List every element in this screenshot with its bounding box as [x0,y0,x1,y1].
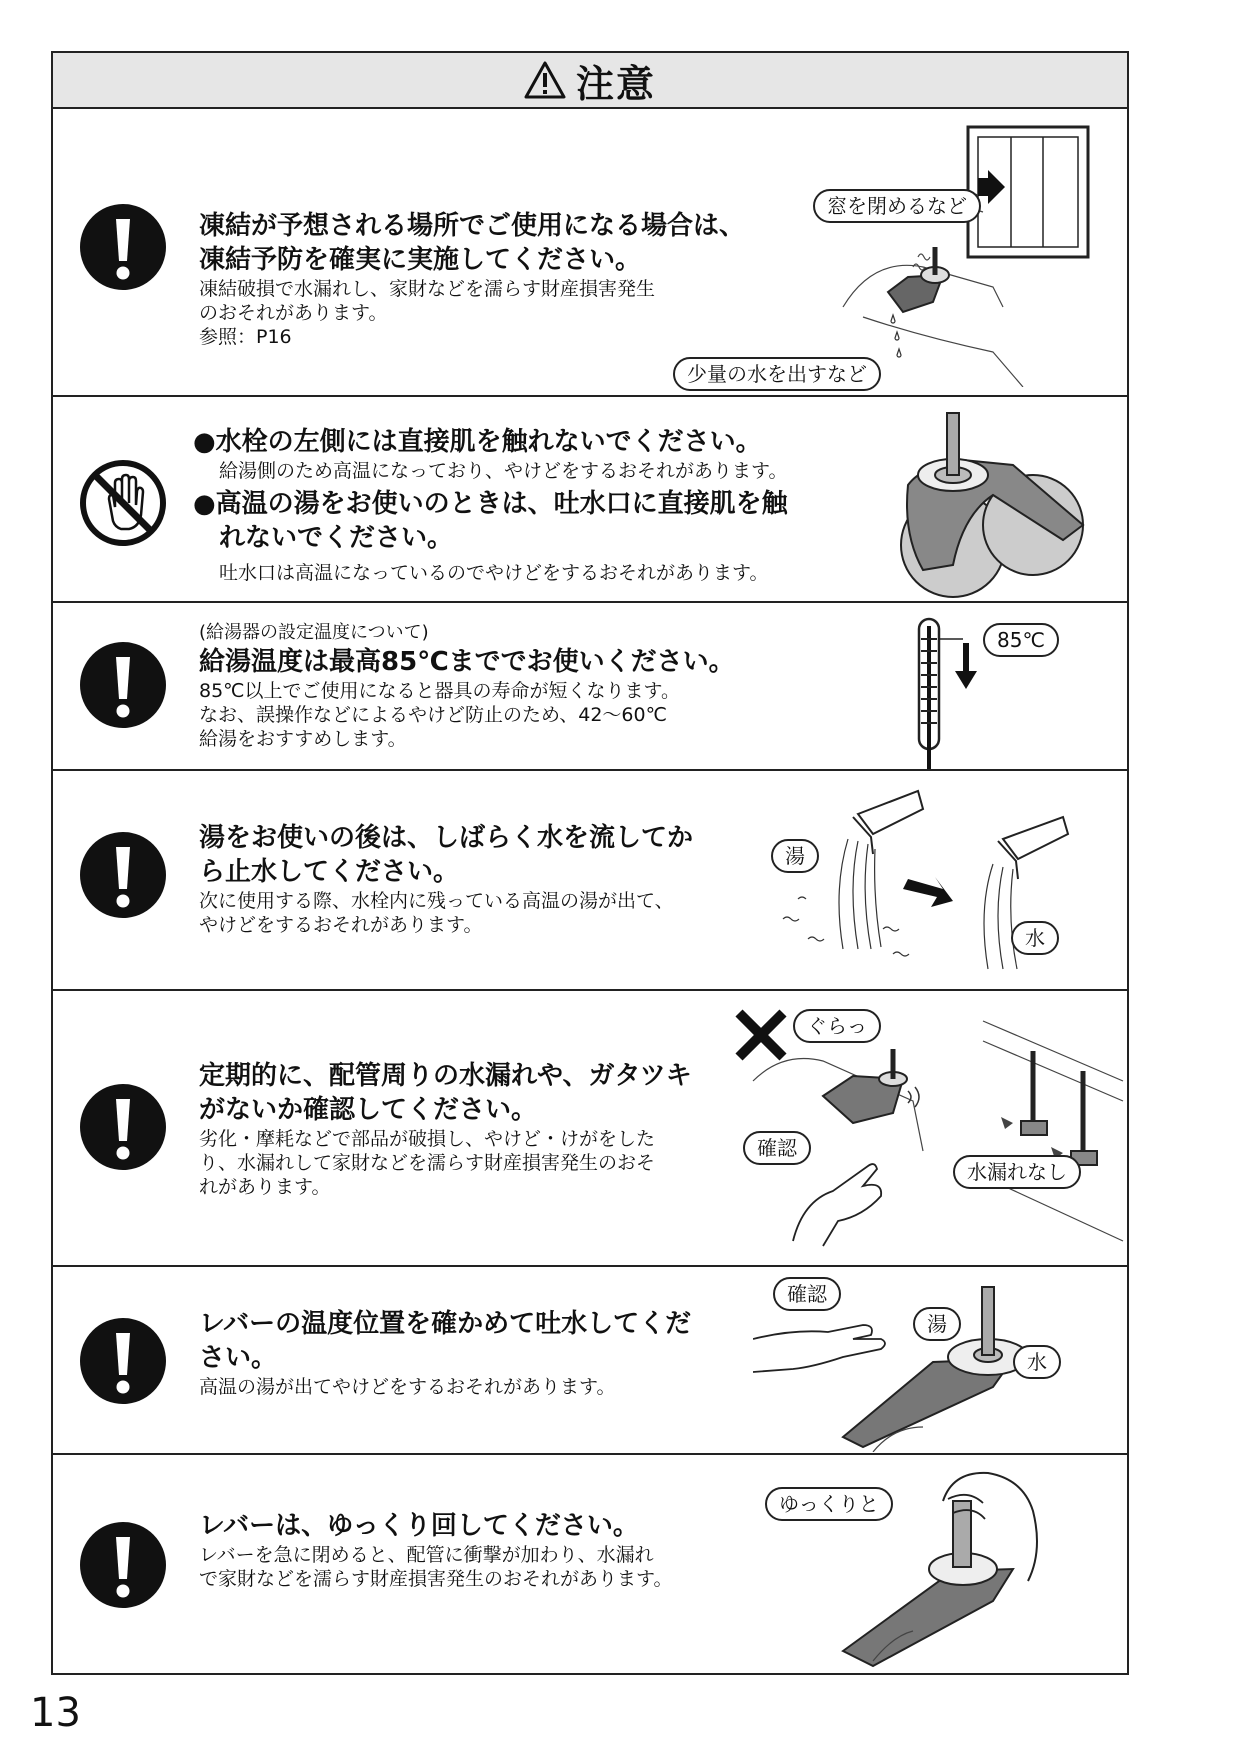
section-body-line: れがあります。 [199,1176,331,1198]
section-heading: 凍結が予想される場所でご使用になる場合は、凍結予防を確実に実施してください。 [199,211,746,275]
tag-slowly: ゆっくりと [765,1487,893,1521]
section-temperature [53,601,1127,769]
mandatory-exclamation-icon [79,641,167,729]
section-body-line: 劣化・摩耗などで部品が破損し、やけど・けがをした [199,1128,656,1150]
section-body-line: 高温の湯が出てやけどをするおそれがあります。 [199,1376,616,1398]
section-body-line: 凍結破損で水漏れし、家財などを濡らす財産損害発生 [199,278,656,300]
section-heading-line: 湯をお使いの後は、しばらく水を流してか [199,823,694,853]
bullet-body: 給湯側のため高温になっており、やけどをするおそれがあります。 [219,460,788,482]
window-faucet-illustration [793,117,1123,387]
tag-no-leak: 水漏れなし [953,1155,1081,1189]
bullet-heading: ●高温の湯をお使いのときは、吐水口に直接肌を触 [193,489,788,519]
caution-frame [51,51,1129,1675]
tag-85c: 85℃ [983,623,1059,657]
section-heading-line: レバーは、ゆっくり回してください。 [199,1511,639,1541]
section-body-line: 次に使用する際、水栓内に残っている高温の湯が出て、 [199,890,674,912]
tag-check: 確認 [743,1131,811,1165]
bullet-body: 吐水口は高温になっているのでやけどをするおそれがあります。 [219,562,769,584]
section-heading-line: がないか確認してください。 [199,1095,538,1125]
mandatory-exclamation-icon [79,1317,167,1405]
section-body-line: レバーを急に閉めると、配管に衝撃が加わり、水漏れ [199,1544,654,1566]
section-check-piping [53,989,1127,1265]
section-body-line: やけどをするおそれがあります。 [199,914,483,936]
section-heading: 給湯温度は最高85℃まででお使いください。 [199,647,735,677]
section-body-line: のおそれがあります。 [199,302,388,324]
tag-hot: 湯 [771,839,819,873]
section-lever-position [53,1265,1127,1453]
section-body-line: 給湯をおすすめします。 [199,728,407,750]
caution-header [53,53,1127,109]
warning-triangle-icon [524,61,566,99]
tag-cold: 水 [1011,921,1059,955]
page-number: 13 [30,1690,81,1736]
section-body-line: なお、誤操作などによるやけど防止のため、42～60℃ [199,704,667,726]
tag-close-window: 窓を閉めるなど [813,189,981,223]
section-freeze [53,107,1127,395]
section-body-line: 参照：P16 [199,326,292,348]
tag-hot: 湯 [913,1307,961,1341]
section-heading-line: ら止水してください。 [199,857,460,887]
section-flush-water [53,769,1127,989]
caution-title: 注意 [575,61,656,106]
mandatory-exclamation-icon [79,831,167,919]
hot-faucet-illustration [883,405,1123,601]
hot-to-cold-water-illustration [763,779,1123,984]
section-heading-line: さい。 [199,1343,278,1373]
no-touch-prohibition-icon [79,459,167,547]
mandatory-exclamation-icon [79,1083,167,1171]
section-body-line: 85℃以上でご使用になると器具の寿命が短くなります。 [199,680,680,702]
bullet-heading: ●水栓の左側には直接肌を触れないでください。 [193,427,762,457]
tag-check: 確認 [773,1277,841,1311]
piping-valves-illustration [973,1011,1128,1261]
section-hot-surface [53,395,1127,601]
section-turn-slowly [53,1453,1127,1675]
tag-wobble: ぐらっ [793,1009,881,1043]
tag-small-water: 少量の水を出すなど [673,357,881,391]
mandatory-exclamation-icon [79,203,167,291]
section-heading-line: 定期的に、配管周りの水漏れや、ガタツキ [199,1061,692,1091]
section-pre: (給湯器の設定温度について) [199,622,429,643]
section-heading-line: レバーの温度位置を確かめて吐水してくだ [199,1309,692,1339]
tag-cold: 水 [1013,1345,1061,1379]
section-body-line: り、水漏れして家財などを濡らす財産損害発生のおそ [199,1152,656,1174]
bullet-heading-cont: れないでください。 [219,523,454,553]
section-body-line: で家財などを濡らす財産損害発生のおそれがあります。 [199,1568,673,1590]
mandatory-exclamation-icon [79,1521,167,1609]
